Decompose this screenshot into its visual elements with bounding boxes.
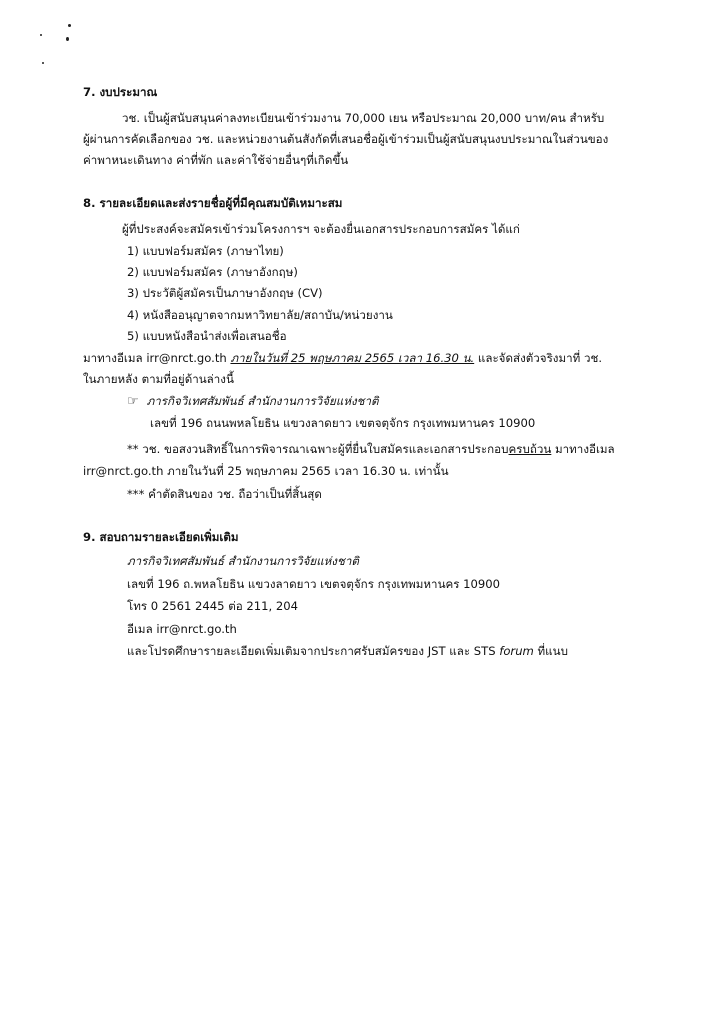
note-2-tail: มาทางอีเมล [551,442,615,456]
section-7-line-3: ค่าพาหนะเดินทาง ค่าที่พัก และค่าใช้จ่ายอื่นๆที่เกิดขึ้น [83,153,349,167]
note-3: *** คำตัดสินของ วช. ถือว่าเป็นที่สิ้นสุด [127,487,322,501]
scan-speck [40,34,42,36]
submission-deadline: ภายในวันที่ 25 พฤษภาคม 2565 เวลา 16.30 น. [230,351,475,365]
document-item: 4) หนังสืออนุญาตจากมหาวิทยาลัย/สถาบัน/หน่วยงาน [127,308,393,322]
note-2-emphasis: ครบถ้วน [508,442,552,456]
mailing-address: เลขที่ 196 ถนนพหลโยธิน แขวงลาดยาว เขตจตุจักร กรุงเทพมหานคร 10900 [150,416,536,430]
section-8-intro: ผู้ที่ประสงค์จะสมัครเข้าร่วมโครงการฯ จะต้องยื่นเอกสารประกอบการสมัคร ได้แก่ [122,222,520,236]
contact-email: อีเมล irr@nrct.go.th [127,622,237,636]
document-item: 5) แบบหนังสือนำส่งเพื่อเสนอชื่อ [127,329,287,343]
section-7-line-2: ผู้ผ่านการคัดเลือกของ วช. และหน่วยงานต้นสังกัดที่เสนอชื่อผู้เข้าร่วมเป็นผู้สนับสนุนงบประมาณในส่วนของ [83,132,609,146]
scan-speck [66,37,69,41]
organization-name: ภารกิจวิเทศสัมพันธ์ สำนักงานการวิจัยแห่งชาติ [146,394,379,408]
section-8-heading: 8. รายละเอียดและส่งรายชื่อผู้ที่มีคุณสมบัติเหมาะสม [83,196,343,210]
document-item: 1) แบบฟอร์มสมัคร (ภาษาไทย) [127,244,284,258]
final-note-tail: ที่แนบ [533,644,568,658]
organization-line [127,393,379,410]
submission-email-text: มาทางอีเมล irr@nrct.go.th [83,351,231,365]
contact-address: เลขที่ 196 ถ.พหลโยธิน แขวงลาดยาว เขตจตุจักร กรุงเทพมหานคร 10900 [127,577,501,591]
submission-email-line-2: ในภายหลัง ตามที่อยู่ด้านล่างนี้ [83,372,234,386]
section-7-line-1: วช. เป็นผู้สนับสนุนค่าลงทะเบียนเข้าร่วมงาน 70,000 เยน หรือประมาณ 20,000 บาท/คน สำหรับ [122,111,605,125]
final-note-forum: forum [499,644,534,658]
scan-speck [68,24,71,27]
document-item: 2) แบบฟอร์มสมัคร (ภาษาอังกฤษ) [127,265,298,279]
submission-email-line [83,350,602,366]
pointing-hand-icon: ☞ [127,394,139,409]
final-note [127,643,568,659]
note-2-line-2: irr@nrct.go.th ภายในวันที่ 25 พฤษภาคม 2565 เวลา 16.30 น. เท่านั้น [83,464,449,478]
contact-organization: ภารกิจวิเทศสัมพันธ์ สำนักงานการวิจัยแห่งชาติ [127,554,359,568]
final-note-text: และโปรดศึกษารายละเอียดเพิ่มเติมจากประกาศรับสมัครของ JST และ STS [127,644,500,658]
section-7-heading: 7. งบประมาณ [83,85,158,99]
note-2-line [127,441,615,457]
note-2-text: ** วช. ขอสงวนสิทธิ์ในการพิจารณาเฉพาะผู้ที่ยื่นใบสมัครและเอกสารประกอบ [127,442,509,456]
contact-phone: โทร 0 2561 2445 ต่อ 211, 204 [127,599,299,613]
submission-email-tail: และจัดส่งตัวจริงมาที่ วช. [474,351,603,365]
document-item: 3) ประวัติผู้สมัครเป็นภาษาอังกฤษ (CV) [127,286,323,300]
section-9-heading: 9. สอบถามรายละเอียดเพิ่มเติม [83,530,239,544]
scan-speck [42,62,44,64]
